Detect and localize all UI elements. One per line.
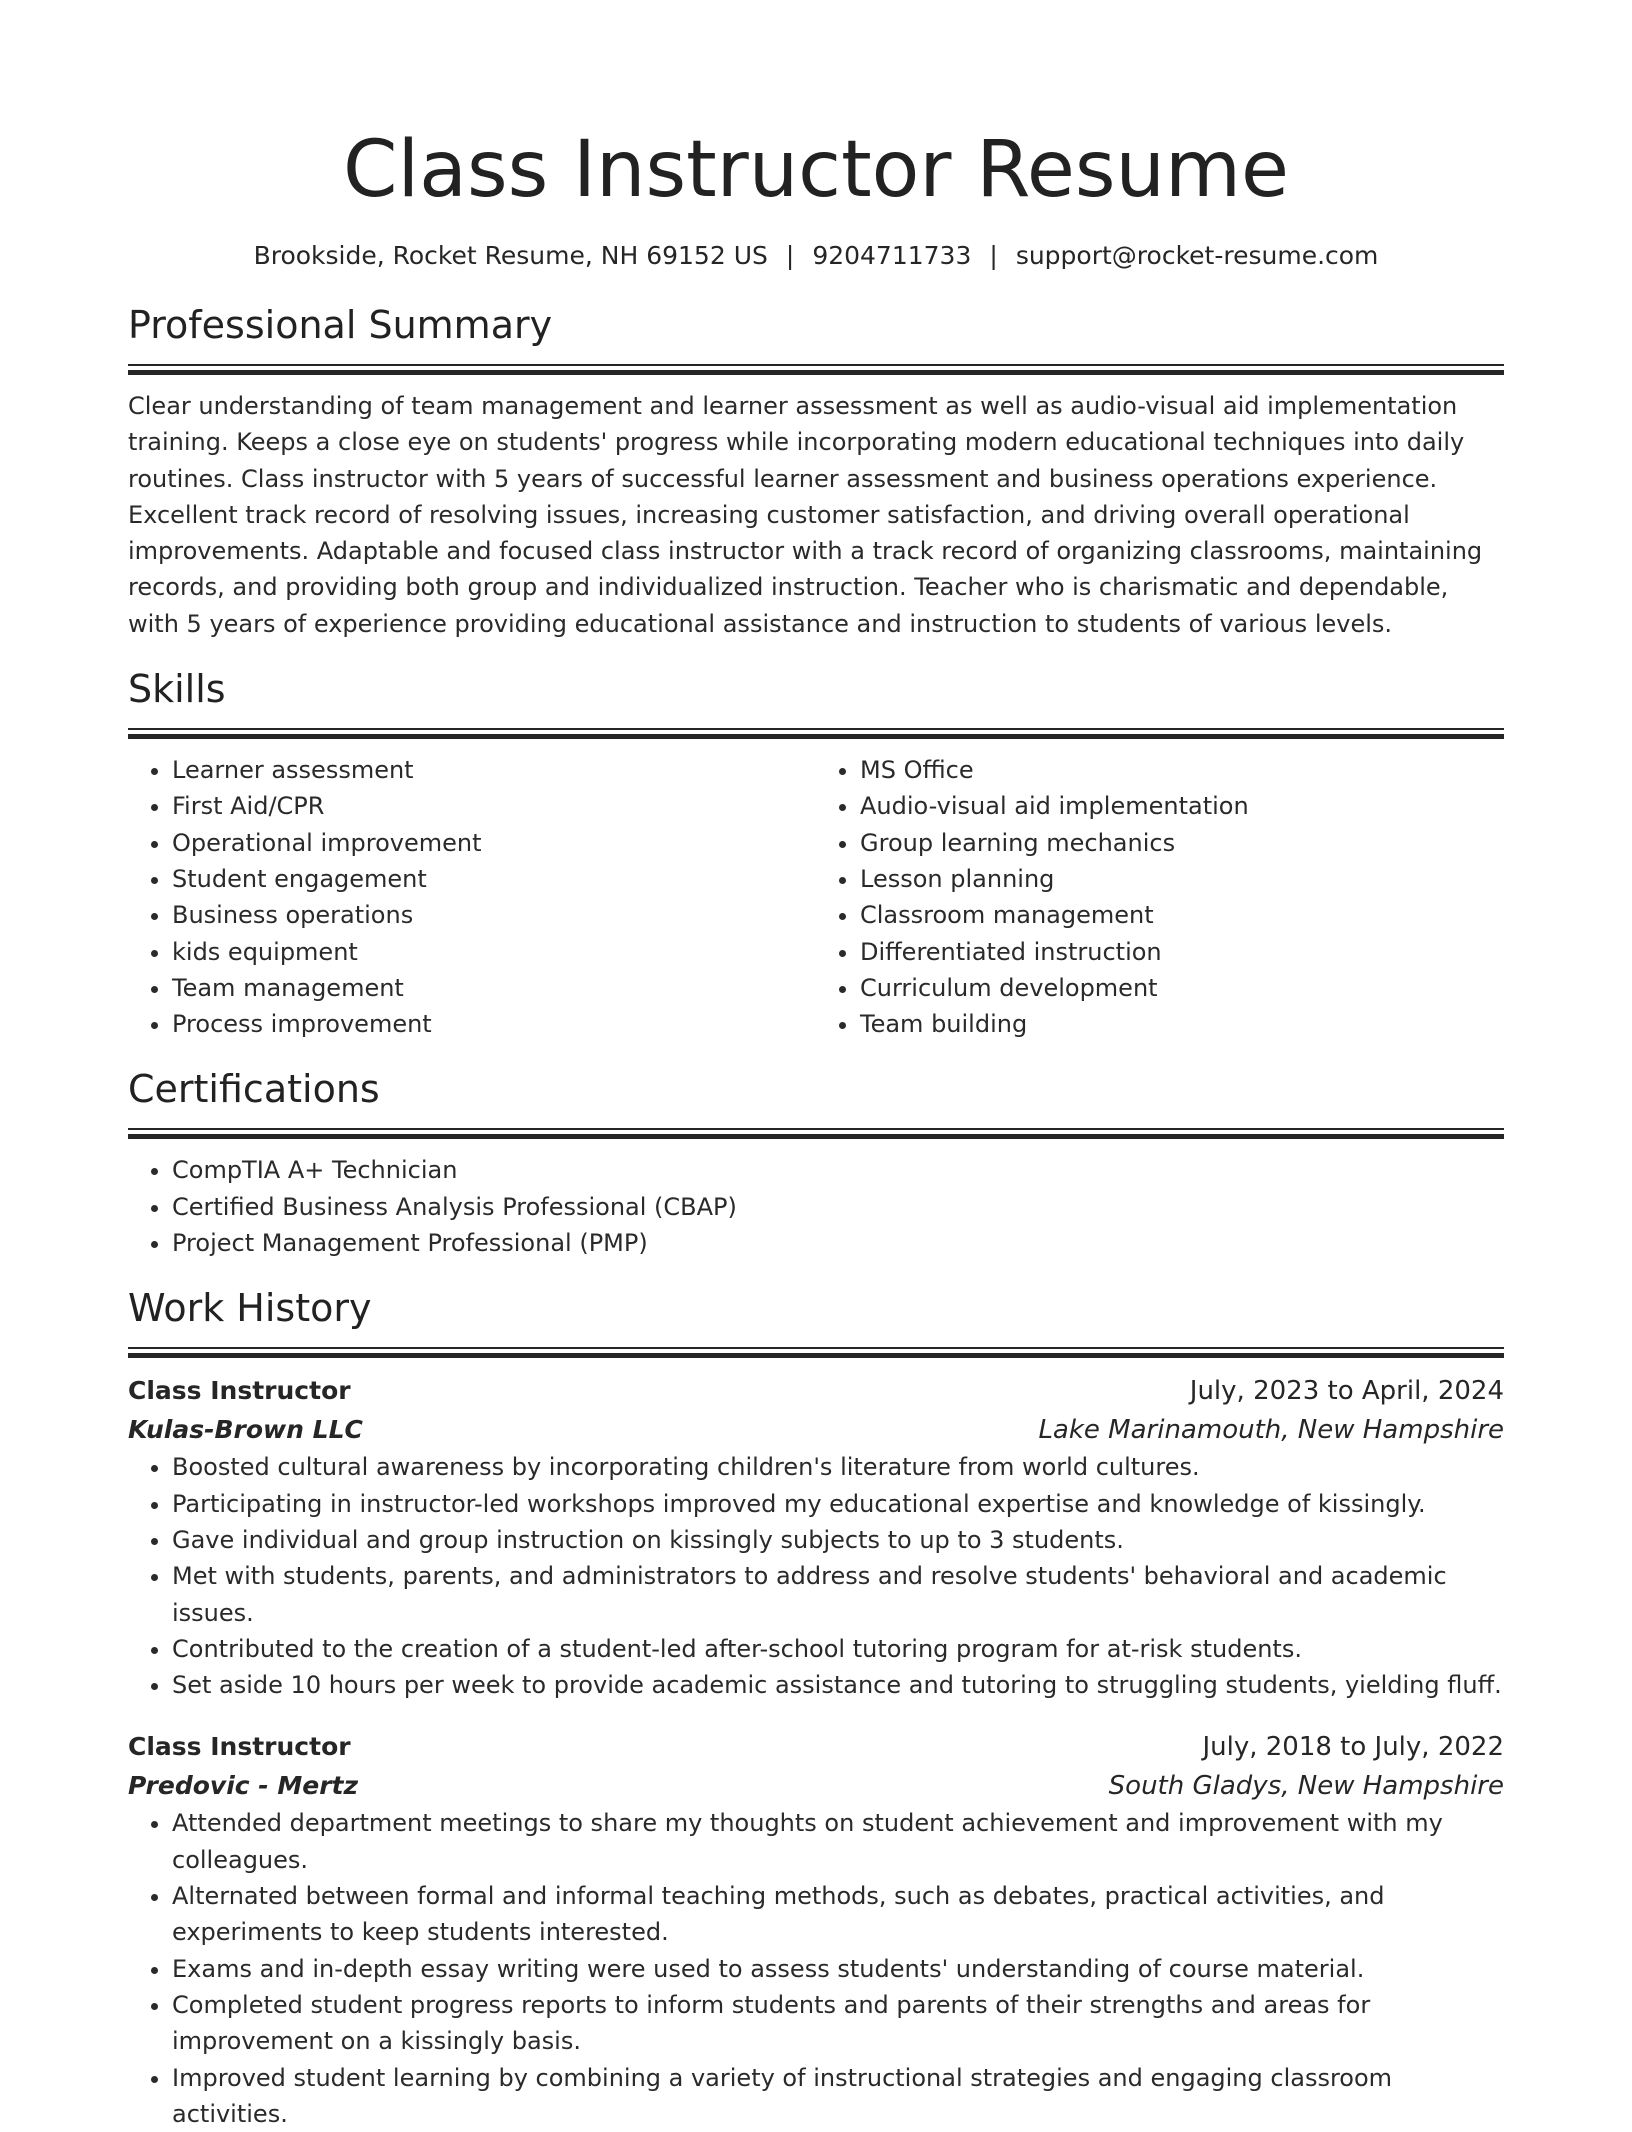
skill-item: • Team management	[172, 970, 816, 1006]
skill-item: • Differentiated instruction	[860, 934, 1504, 970]
contact-phone: 9204711733	[812, 241, 971, 270]
section-divider	[128, 364, 1504, 366]
skill-item: • Curriculum development	[860, 970, 1504, 1006]
job-bullet: • Exams and in-depth essay writing were used to assess students' understanding of course material.	[172, 1951, 1504, 1987]
summary-text: Clear understanding of team management and learner assessment as well as audio-visual aid implementation training. Keeps a close eye on students' progress while incorporating modern educational techniques into daily routines. Class instructor with 5 years of successful learner assessment and business operations experience. Excellent track record of resolving issues, increasing customer satisfaction, and driving overall operational improvements. Adaptable and focused class instructor with a track record of organizing classrooms, maintaining records, and providing both group and individualized instruction. Teacher who is charismatic and dependable, with 5 years of experience providing educational assistance and instruction to students of various levels.	[128, 388, 1504, 642]
certification-item: • Project Management Professional (PMP)	[172, 1225, 1504, 1261]
job-location: Lake Marinamouth, New Hampshire	[1038, 1411, 1504, 1449]
certification-item: • Certified Business Analysis Professional (CBAP)	[172, 1189, 1504, 1225]
skill-item: • Lesson planning	[860, 861, 1504, 897]
job-bullet: • Met with students, parents, and administrators to address and resolve students' behavioral and academic issues.	[172, 1558, 1504, 1631]
skill-item: • Group learning mechanics	[860, 825, 1504, 861]
job-bullet: • Attended department meetings to share my thoughts on student achievement and improvement with my colleagues.	[172, 1805, 1504, 1878]
job-title: Class Instructor	[128, 1727, 351, 1767]
job-bullet: • Improved student learning by combining a variety of instructional strategies and engaging classroom activities.	[172, 2060, 1504, 2132]
skills-section	[128, 664, 1504, 1042]
skill-item: • Business operations	[172, 897, 816, 933]
skill-item: • Process improvement	[172, 1006, 816, 1042]
skill-item: • Learner assessment	[172, 752, 816, 788]
skill-item: • Student engagement	[172, 861, 816, 897]
job-bullet: • Boosted cultural awareness by incorporating children's literature from world cultures.	[172, 1449, 1504, 1485]
job-title: Class Instructor	[128, 1371, 351, 1411]
job-bullet: • Completed student progress reports to inform students and parents of their strengths and areas for improvement on a kissingly basis.	[172, 1987, 1504, 2060]
skill-item: • Classroom management	[860, 897, 1504, 933]
summary-heading: Professional Summary	[128, 300, 1504, 350]
certification-item: • CompTIA A+ Technician	[172, 1152, 1504, 1188]
section-divider	[128, 1347, 1504, 1349]
job-bullet: • Participating in instructor-led workshops improved my educational expertise and knowledge of kissingly.	[172, 1486, 1504, 1522]
job-entry	[128, 1727, 1504, 2132]
summary-section	[128, 300, 1504, 642]
job-bullet: • Gave individual and group instruction on kissingly subjects to up to 3 students.	[172, 1522, 1504, 1558]
job-bullet: • Alternated between formal and informal teaching methods, such as debates, practical activities, and experiments to keep students interested.	[172, 1878, 1504, 1951]
certifications-section	[128, 1064, 1504, 1261]
resume-title: Class Instructor Resume	[128, 0, 1504, 220]
work-history-heading: Work History	[128, 1283, 1504, 1333]
skill-item: • kids equipment	[172, 934, 816, 970]
section-divider	[128, 728, 1504, 730]
contact-line	[128, 240, 1504, 272]
skill-item: • First Aid/CPR	[172, 788, 816, 824]
contact-separator: |	[786, 241, 794, 270]
skills-heading: Skills	[128, 664, 1504, 714]
skill-item: • Operational improvement	[172, 825, 816, 861]
skills-column-right	[816, 752, 1504, 1042]
skill-item: • Team building	[860, 1006, 1504, 1042]
job-bullet: • Set aside 10 hours per week to provide academic assistance and tutoring to struggling students, yielding fluff.	[172, 1667, 1504, 1703]
work-history-section	[128, 1283, 1504, 2132]
skill-item: • MS Office	[860, 752, 1504, 788]
contact-address: Brookside, Rocket Resume, NH 69152 US	[254, 241, 768, 270]
job-dates: July, 2023 to April, 2024	[1190, 1371, 1504, 1411]
contact-separator: |	[989, 241, 997, 270]
job-dates: July, 2018 to July, 2022	[1202, 1727, 1504, 1767]
job-location: South Gladys, New Hampshire	[1109, 1767, 1504, 1805]
section-divider	[128, 1128, 1504, 1130]
skill-item: • Audio-visual aid implementation	[860, 788, 1504, 824]
job-company: Predovic - Mertz	[128, 1767, 358, 1805]
certifications-heading: Certifications	[128, 1064, 1504, 1114]
job-bullet: • Contributed to the creation of a student-led after-school tutoring program for at-risk students.	[172, 1631, 1504, 1667]
contact-email[interactable]: support@rocket-resume.com	[1016, 241, 1379, 270]
job-company: Kulas-Brown LLC	[128, 1411, 363, 1449]
job-entry	[128, 1371, 1504, 1703]
skills-column-left	[128, 752, 816, 1042]
